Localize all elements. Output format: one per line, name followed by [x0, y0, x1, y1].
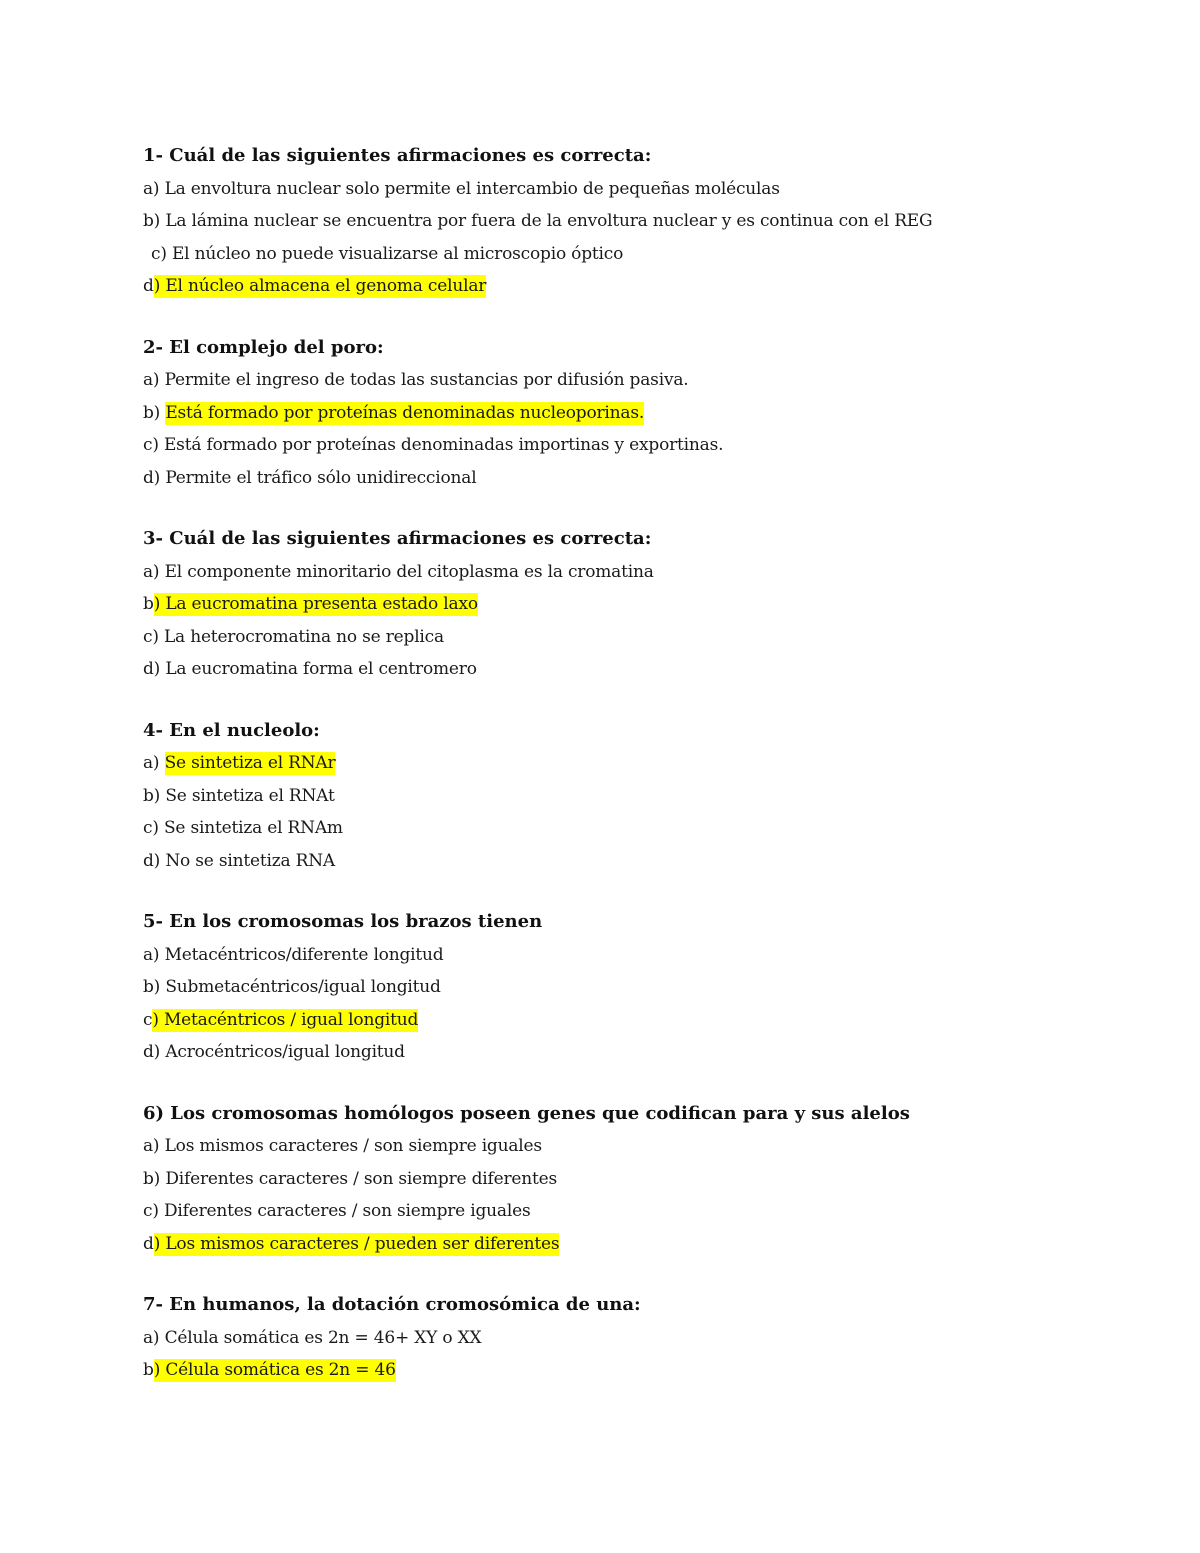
option-prefix: a): [143, 561, 165, 582]
option-text: El núcleo no puede visualizarse al microscopio óptico: [171, 243, 624, 264]
option-prefix: a): [143, 370, 165, 390]
option-text: La lámina nuclear se encuentra por fuera de la envoltura nuclear y es continua con el REG: [165, 211, 933, 231]
option-prefix: c): [151, 243, 172, 264]
option-d: [143, 845, 1143, 878]
option-c: [143, 812, 1143, 845]
option-d: [143, 462, 1143, 495]
option-prefix: c): [143, 1201, 164, 1221]
question-title: 7- En humanos, la dotación cromosómica de una:: [143, 1294, 641, 1315]
option-prefix: a): [143, 944, 165, 965]
option-text: Está formado por proteínas denominadas importinas y exportinas.: [163, 435, 724, 455]
option-text: Metacéntricos/diferente longitud: [164, 944, 444, 965]
question-title: 2- El complejo del poro:: [143, 336, 384, 358]
option-text: Submetacéntricos/igual longitud: [165, 977, 441, 997]
option-text: Célula somática es 2n = 46+ XY o XX: [164, 1327, 482, 1348]
highlighted-answer: ) El núcleo almacena el genoma celular: [153, 276, 487, 296]
question-4: [143, 715, 1143, 878]
option-a: [143, 173, 1143, 206]
option-a: [143, 1130, 1143, 1163]
option-d: [143, 1036, 1143, 1069]
highlighted-answer: Se sintetiza el RNAr: [164, 753, 336, 773]
option-b: [143, 780, 1143, 813]
option-d: [143, 653, 1143, 686]
option-prefix: c): [143, 435, 164, 455]
option-prefix: d: [143, 276, 154, 296]
option-d-correct: [143, 270, 1143, 303]
highlighted-answer: ) Metacéntricos / igual longitud: [152, 1009, 419, 1030]
option-b-correct: [143, 588, 1143, 621]
option-text: Permite el tráfico sólo unidireccional: [165, 467, 477, 488]
highlighted-answer: ) La eucromatina presenta estado laxo: [153, 594, 478, 614]
option-prefix: a): [143, 1136, 165, 1156]
question-6: [143, 1098, 1143, 1261]
option-prefix: d): [143, 1042, 166, 1062]
option-b: [143, 971, 1143, 1004]
option-prefix: a): [143, 1327, 165, 1348]
option-prefix: d): [143, 467, 166, 488]
option-text: El componente minoritario del citoplasma es la cromatina: [164, 561, 654, 582]
highlighted-answer: ) Los mismos caracteres / pueden ser diferentes: [153, 1233, 560, 1254]
document-page: [143, 140, 1143, 1416]
option-text: Diferentes caracteres / son siempre iguales: [163, 1201, 531, 1221]
question-2: [143, 332, 1143, 495]
option-prefix: b): [143, 785, 166, 806]
option-b: [143, 205, 1143, 238]
highlighted-answer: ) Célula somática es 2n = 46: [153, 1360, 396, 1380]
option-text: La envoltura nuclear solo permite el intercambio de pequeñas moléculas: [164, 178, 780, 199]
option-text: Los mismos caracteres / son siempre iguales: [164, 1136, 542, 1156]
option-a: [143, 556, 1143, 589]
question-3: [143, 523, 1143, 686]
option-prefix: b): [143, 211, 166, 231]
option-prefix: c): [143, 818, 164, 838]
question-1: [143, 140, 1143, 303]
question-7: [143, 1289, 1143, 1387]
option-a: [143, 364, 1143, 397]
option-prefix: b: [143, 594, 154, 614]
question-title: 6) Los cromosomas homólogos poseen genes que codifican para y sus alelos: [143, 1102, 910, 1124]
option-prefix: b: [143, 1360, 154, 1380]
option-text: Se sintetiza el RNAm: [163, 818, 343, 838]
option-text: La eucromatina forma el centromero: [165, 659, 477, 679]
option-prefix: d): [143, 850, 166, 871]
option-prefix: b): [143, 402, 166, 423]
option-prefix: d): [143, 659, 166, 679]
option-c: [143, 621, 1143, 654]
option-b: [143, 1163, 1143, 1196]
option-a: [143, 939, 1143, 972]
option-prefix: a): [143, 178, 165, 199]
option-d-correct: [143, 1228, 1143, 1261]
option-c: [143, 1195, 1143, 1228]
option-text: La heterocromatina no se replica: [163, 626, 444, 647]
highlighted-answer: Está formado por proteínas denominadas nucleoporinas.: [165, 402, 645, 423]
question-title: 5- En los cromosomas los brazos tienen: [143, 911, 543, 932]
option-text: Permite el ingreso de todas las sustancias por difusión pasiva.: [164, 370, 689, 390]
option-text: Se sintetiza el RNAt: [165, 785, 335, 806]
option-text: No se sintetiza RNA: [165, 850, 335, 871]
option-c-correct: [143, 1004, 1143, 1037]
question-title: 1- Cuál de las siguientes afirmaciones es correcta:: [143, 145, 652, 166]
question-title: 4- En el nucleolo:: [143, 719, 320, 741]
option-prefix: b): [143, 1168, 166, 1189]
option-prefix: d: [143, 1233, 154, 1254]
option-text: Acrocéntricos/igual longitud: [165, 1042, 405, 1062]
question-5: [143, 906, 1143, 1069]
option-c: [143, 429, 1143, 462]
option-prefix: c): [143, 626, 164, 647]
option-b-correct: [143, 397, 1143, 430]
option-text: Diferentes caracteres / son siempre diferentes: [165, 1168, 558, 1189]
option-a: [143, 1322, 1143, 1355]
option-prefix: a): [143, 753, 165, 773]
option-b-correct: [143, 1354, 1143, 1387]
option-prefix: b): [143, 977, 166, 997]
option-c: [143, 238, 1143, 271]
option-prefix: c: [143, 1009, 153, 1030]
option-a-correct: [143, 747, 1143, 780]
question-title: 3- Cuál de las siguientes afirmaciones es correcta:: [143, 528, 652, 549]
